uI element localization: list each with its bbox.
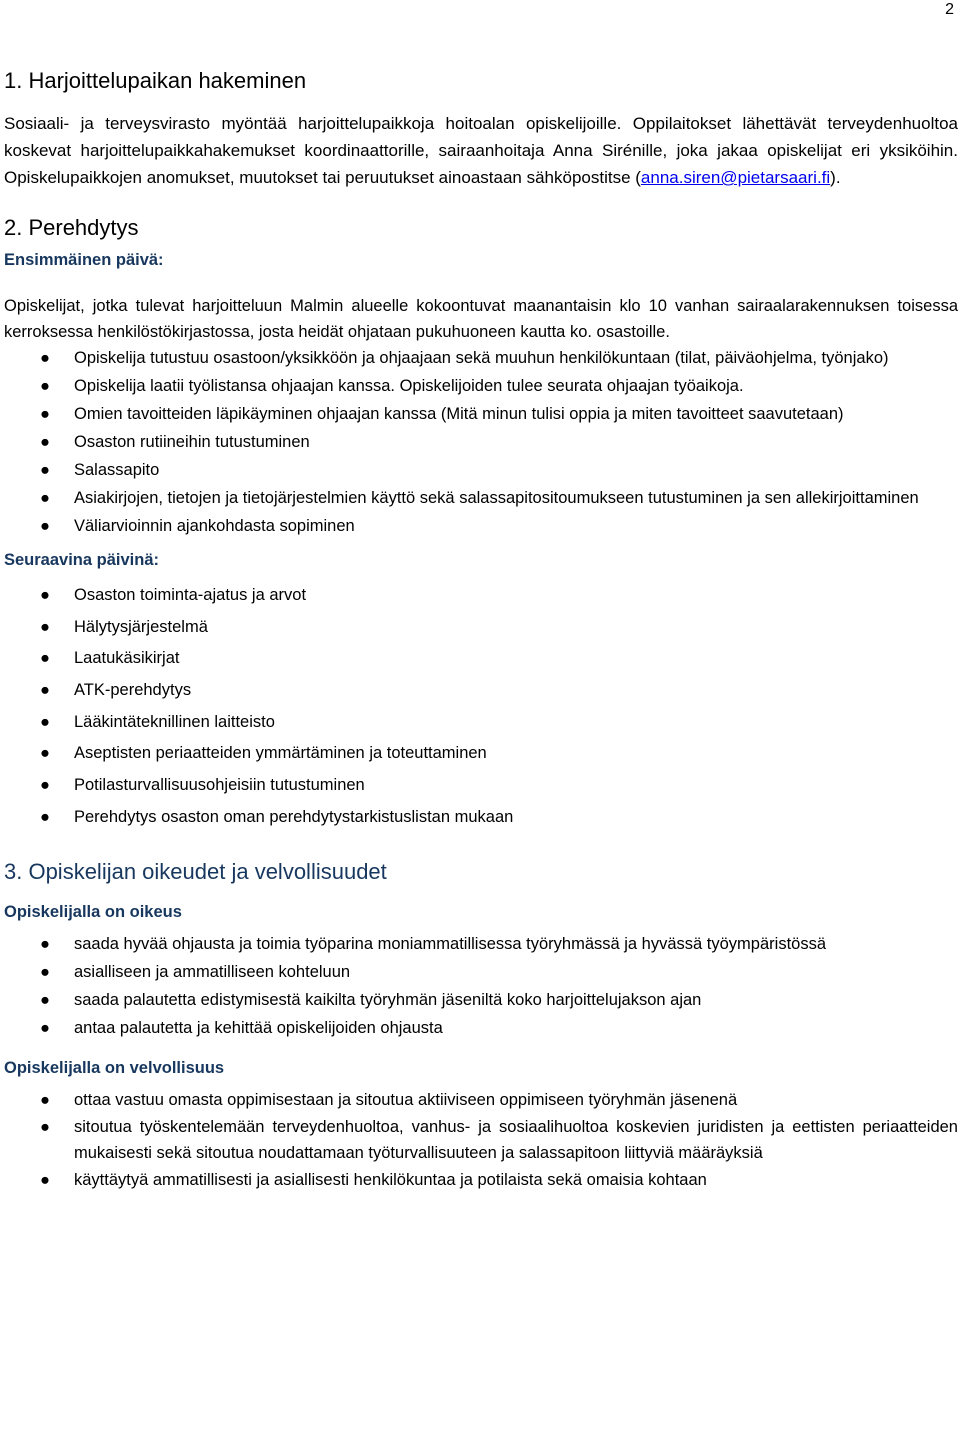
- bullet-dot-icon: ●: [40, 405, 50, 423]
- document-body: [4, 66, 958, 1194]
- rights-list: [4, 931, 958, 1041]
- duties-list: [4, 1087, 958, 1193]
- bullet-dot-icon: ●: [40, 377, 50, 395]
- bullet-dot-icon: ●: [40, 990, 50, 1009]
- list-item: [4, 1087, 958, 1113]
- list-item: [4, 1015, 958, 1041]
- list-item: [4, 676, 958, 704]
- list-item-text: käyttäytyä ammatillisesti ja asiallisesti henkilökuntaa ja potilaista sekä omaisia kohtaan: [74, 1170, 707, 1189]
- bullet-dot-icon: ●: [40, 461, 50, 479]
- duties-label: Opiskelijalla on velvollisuus: [4, 1058, 225, 1077]
- bullet-dot-icon: ●: [40, 617, 50, 636]
- first-day-paragraph: Opiskelijat, jotka tulevat harjoitteluun Malmin alueelle kokoontuvat maanantaisin klo 10 vanhan sairaalarakennuksen toisessa kerroksessa henkilöstökirjastossa, josta heidät ohjataan pukuhuoneen kautta ko. osastoille.: [4, 297, 958, 341]
- list-item-text: Opiskelija tutustuu osastoon/yksikköön ja ohjaajaan sekä muuhun henkilökuntaan (tilat, päiväohjelma, työnjako): [74, 349, 889, 367]
- list-item-text: ottaa vastuu omasta oppimisestaan ja sitoutua aktiiviseen oppimiseen työryhmän jäsenenä: [74, 1090, 738, 1109]
- list-item-text: Väliarvioinnin ajankohdasta sopiminen: [74, 517, 355, 535]
- bullet-dot-icon: ●: [40, 744, 50, 763]
- bullet-dot-icon: ●: [40, 489, 50, 507]
- bullet-dot-icon: ●: [40, 1018, 50, 1037]
- list-item-text: Osaston toiminta-ajatus ja arvot: [74, 586, 307, 604]
- application-text: Sosiaali- ja terveysvirasto myöntää harjoittelupaikkoja hoitoalan opiskelijoille. Oppilaitokset lähettävät terveydenhuoltoa koskevat harjoittelupaikkahakemukset koordinaattorille, sairaanhoitaja Anna Sirénille, joka jakaa opiskelijat eri yksiköihin. Opiskelupaikkojen anomukset, muutokset tai peruutukset ainoastaan sähköpostitse (: [4, 114, 958, 187]
- list-item: [4, 373, 958, 399]
- list-item: [4, 485, 958, 511]
- list-item: [4, 513, 958, 539]
- list-item: [4, 345, 958, 371]
- list-item: [4, 739, 958, 767]
- section-heading-rights-duties: 3. Opiskelijan oikeudet ja velvollisuudet: [4, 858, 387, 884]
- rights-label: Opiskelijalla on oikeus: [4, 902, 182, 921]
- bullet-dot-icon: ●: [40, 586, 50, 604]
- section-rights-duties: [4, 857, 958, 1193]
- list-item-text: Asiakirjojen, tietojen ja tietojärjestelmien käyttö sekä salassapitositoumukseen tutustuminen ja sen allekirjoittaminen: [74, 489, 919, 507]
- list-item-text: Aseptisten periaatteiden ymmärtäminen ja toteuttaminen: [74, 744, 487, 763]
- list-item: [4, 581, 958, 609]
- page-number: 2: [945, 1, 954, 18]
- bullet-dot-icon: ●: [40, 1117, 50, 1136]
- list-item-text: Potilasturvallisuusohjeisiin tutustuminen: [74, 776, 365, 795]
- list-item: [4, 931, 958, 957]
- application-paragraph: [4, 110, 958, 191]
- list-item-text: Osaston rutiineihin tutustuminen: [74, 433, 310, 451]
- bullet-dot-icon: ●: [40, 1090, 50, 1109]
- next-days-list: [4, 581, 958, 831]
- first-day-list: [4, 345, 958, 539]
- bullet-dot-icon: ●: [40, 1170, 50, 1189]
- bullet-dot-icon: ●: [40, 807, 50, 826]
- list-item: [4, 987, 958, 1013]
- list-item: [4, 644, 958, 672]
- list-item: [4, 959, 958, 985]
- list-item: [4, 429, 958, 455]
- section-application: [4, 66, 958, 191]
- list-item-text: asialliseen ja ammatilliseen kohteluun: [74, 962, 351, 981]
- section-orientation: [4, 213, 958, 831]
- email-link[interactable]: anna.siren@pietarsaari.fi: [640, 168, 831, 187]
- list-item-text: ATK-perehdytys: [74, 681, 192, 700]
- list-item-text: Omien tavoitteiden läpikäyminen ohjaajan kanssa (Mitä minun tulisi oppia ja miten tavoitteet saavutetaan): [74, 405, 844, 423]
- list-item-text: antaa palautetta ja kehittää opiskelijoiden ohjausta: [74, 1018, 443, 1037]
- bullet-dot-icon: ●: [40, 962, 50, 981]
- bullet-dot-icon: ●: [40, 649, 50, 668]
- section-heading-orientation: 2. Perehdytys: [4, 215, 139, 240]
- list-item-text: Laatukäsikirjat: [74, 649, 180, 668]
- list-item-text: Hälytysjärjestelmä: [74, 617, 208, 636]
- bullet-dot-icon: ●: [40, 349, 50, 367]
- list-item-text: saada palautetta edistymisestä kaikilta työryhmän jäseniltä koko harjoittelujakson ajan: [74, 990, 702, 1009]
- bullet-dot-icon: ●: [40, 681, 50, 700]
- list-item-text: Opiskelija laatii työlistansa ohjaajan kanssa. Opiskelijoiden tulee seurata ohjaajan työaikoja.: [74, 377, 744, 395]
- list-item: [4, 708, 958, 736]
- list-item: [4, 771, 958, 799]
- bullet-dot-icon: ●: [40, 517, 50, 535]
- list-item-text: Lääkintäteknillinen laitteisto: [74, 712, 275, 731]
- list-item: [4, 803, 958, 831]
- list-item-text: saada hyvää ohjausta ja toimia työparina moniammatillisessa työryhmässä ja hyvässä työympäristössä: [74, 934, 827, 953]
- bullet-dot-icon: ●: [40, 934, 50, 953]
- application-text-end: ).: [830, 168, 841, 187]
- list-item-text: sitoutua työskentelemään terveydenhuoltoa, vanhus- ja sosiaalihuoltoa koskevien juridisten ja eettisten periaatteiden mukaisesti sekä sitoutua noudattamaan työturvallisuuteen ja salassapitoon liittyviä määräyksiä: [74, 1117, 958, 1162]
- bullet-dot-icon: ●: [40, 712, 50, 731]
- list-item: [4, 401, 958, 427]
- list-item: [4, 1114, 958, 1166]
- list-item: [4, 1167, 958, 1193]
- list-item: [4, 457, 958, 483]
- list-item: [4, 613, 958, 641]
- list-item-text: Salassapito: [74, 461, 160, 479]
- first-day-label: Ensimmäinen päivä:: [4, 251, 164, 269]
- list-item-text: Perehdytys osaston oman perehdytystarkistuslistan mukaan: [74, 807, 514, 826]
- bullet-dot-icon: ●: [40, 776, 50, 795]
- next-days-label: Seuraavina päivinä:: [4, 551, 159, 569]
- section-heading-application: 1. Harjoittelupaikan hakeminen: [4, 68, 307, 93]
- bullet-dot-icon: ●: [40, 433, 50, 451]
